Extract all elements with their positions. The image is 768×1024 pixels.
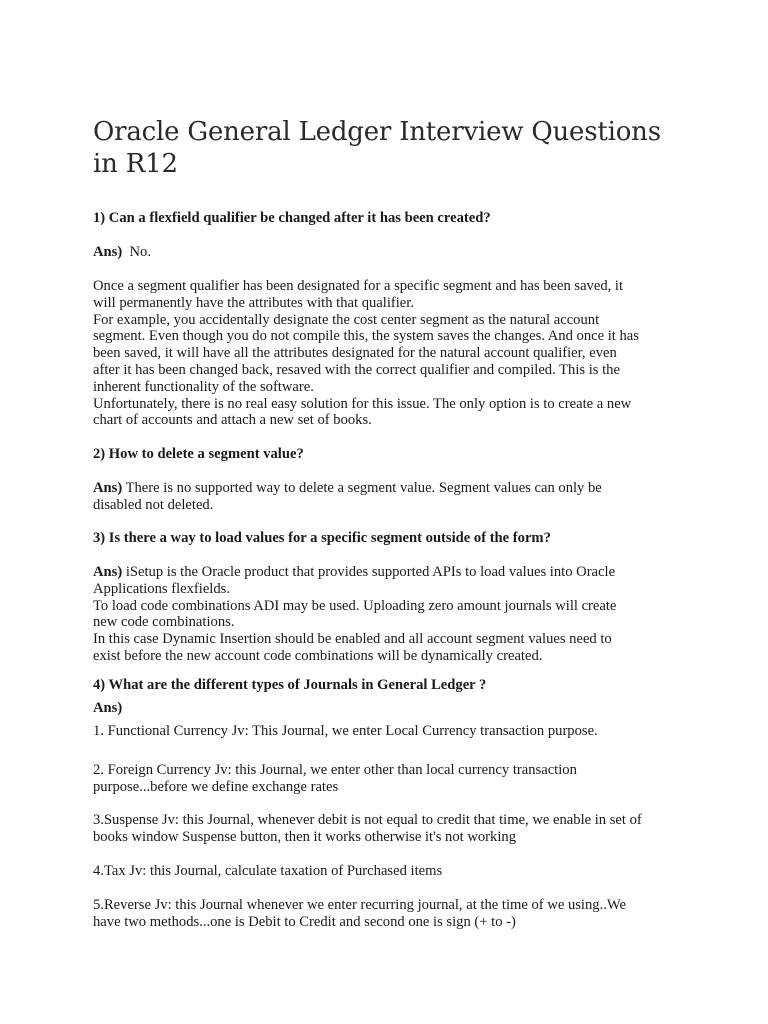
question-2: 2) How to delete a segment value?	[93, 446, 304, 462]
journal-item-2	[93, 762, 693, 796]
text-line	[93, 480, 693, 497]
answer-label: Ans)	[93, 244, 123, 260]
answer-2	[93, 480, 693, 514]
journal-item-1	[93, 723, 693, 740]
answer-3	[93, 564, 693, 665]
text-line: chart of accounts and attach a new set of books.	[93, 412, 372, 429]
text-line: been saved, it will have all the attributes designated for the natural account qualifier, even	[93, 345, 617, 362]
text-line: Once a segment qualifier has been designated for a specific segment and has been saved, it	[93, 278, 624, 294]
answer-label: Ans)	[93, 564, 123, 580]
question-3: 3) Is there a way to load values for a specific segment outside of the form?	[93, 530, 551, 546]
text-line: inherent functionality of the software.	[93, 378, 314, 395]
journal-item-5	[93, 897, 693, 931]
text-line: To load code combinations ADI may be used. Uploading zero amount journals will create	[93, 597, 617, 614]
text-line: segment. Even though you do not compile this, the system saves the changes. And once it has	[93, 328, 639, 345]
text-line: will permanently have the attributes with that qualifier.	[93, 294, 414, 311]
text-line: books window Suspense button, then it works otherwise it's not working	[93, 828, 516, 845]
text-line: 2. Foreign Currency Jv: this Journal, we enter other than local currency transaction	[93, 762, 577, 778]
answer-label: Ans)	[93, 700, 123, 716]
answer-text: There is no supported way to delete a segment value. Segment values can only be	[125, 480, 602, 496]
text-line: purpose...before we define exchange rates	[93, 778, 339, 795]
text-line: disabled not deleted.	[93, 496, 214, 513]
text-line: after it has been changed back, resaved with the correct qualifier and compiled. This is the	[93, 361, 620, 378]
question-4: 4) What are the different types of Journals in General Ledger ?	[93, 677, 487, 693]
text-line: 3.Suspense Jv: this Journal, whenever debit is not equal to credit that time, we enable in set of	[93, 812, 642, 828]
journal-item-3	[93, 812, 693, 846]
text-line: In this case Dynamic Insertion should be enabled and all account segment values need to	[93, 631, 612, 648]
text-line: have two methods...one is Debit to Credit and second one is sign (+ to -)	[93, 913, 516, 930]
text-line: Unfortunately, there is no real easy solution for this issue. The only option is to create a new	[93, 395, 632, 412]
text-line	[93, 564, 693, 581]
title-line-2: in R12	[93, 149, 178, 179]
answer-1-short	[93, 244, 693, 261]
text-line: 5.Reverse Jv: this Journal whenever we enter recurring journal, at the time of we using..We	[93, 897, 626, 913]
text-line: exist before the new account code combinations will be dynamically created.	[93, 647, 543, 664]
text-line: Applications flexfields.	[93, 580, 230, 597]
title-line-1: Oracle General Ledger Interview Questions	[93, 117, 661, 147]
answer-text: iSetup is the Oracle product that provides supported APIs to load values into Oracle	[125, 564, 616, 580]
answer-label: Ans)	[93, 480, 123, 496]
text-line: For example, you accidentally designate the cost center segment as the natural account	[93, 311, 600, 328]
page-title	[93, 116, 693, 180]
answer-1-paragraph	[93, 278, 693, 429]
text-line: new code combinations.	[93, 614, 235, 631]
journal-item-4	[93, 863, 693, 880]
text-line: 1. Functional Currency Jv: This Journal, we enter Local Currency transaction purpose.	[93, 723, 598, 739]
text-line: 4.Tax Jv: this Journal, calculate taxation of Purchased items	[93, 863, 443, 879]
question-1: 1) Can a flexfield qualifier be changed after it has been created?	[93, 210, 491, 226]
answer-text: No.	[129, 244, 151, 260]
